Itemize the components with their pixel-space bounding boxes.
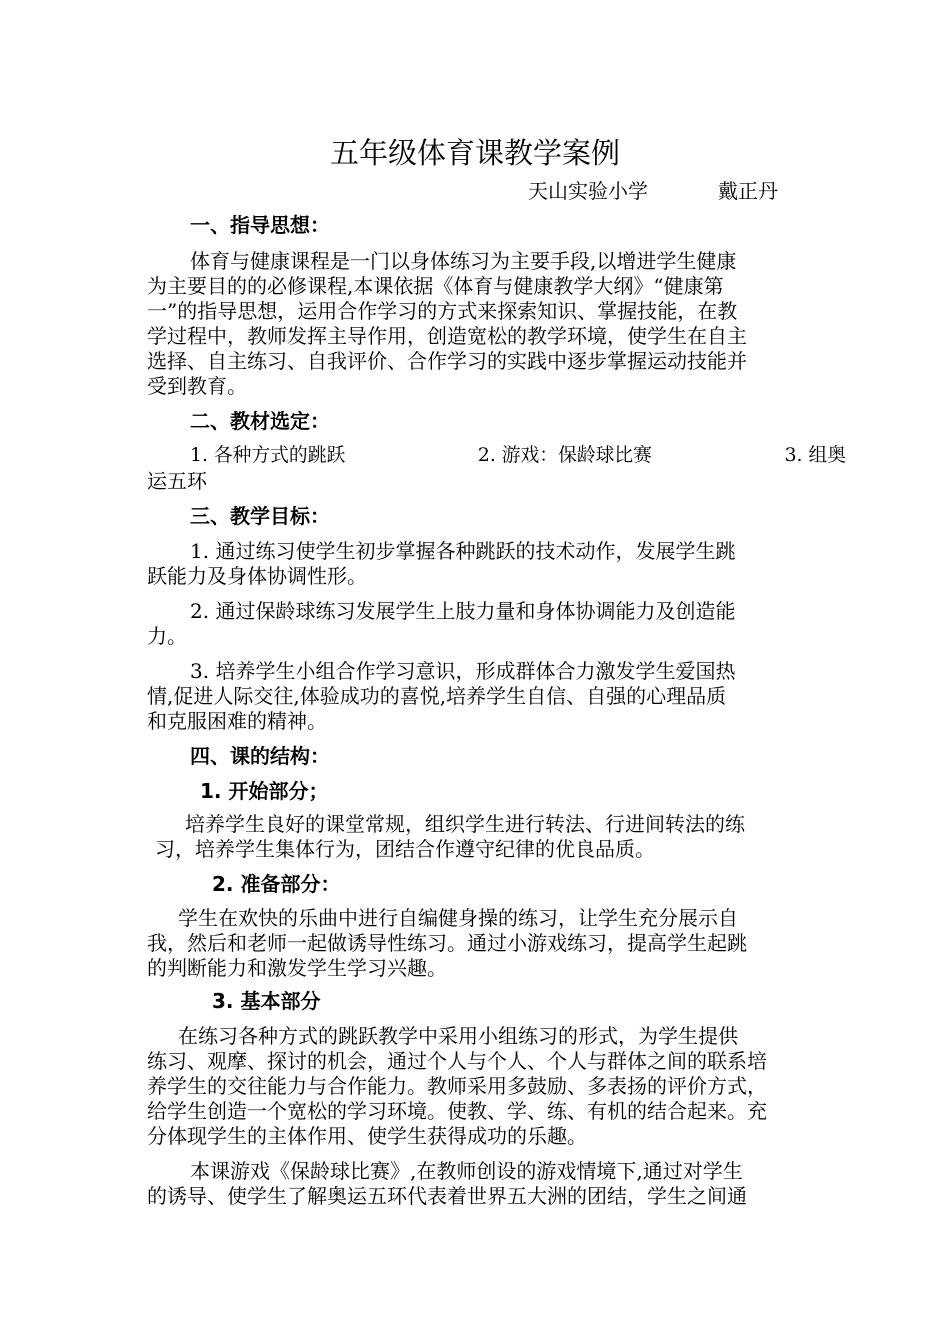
material-item: 3. 组奥: [784, 445, 846, 466]
paragraph-line: 体育与健康课程是一门以身体练习为主要手段,以增进学生健康: [190, 249, 737, 273]
heading-structure: 四、课的结构：: [190, 744, 330, 768]
paragraph-line: 本课游戏《保龄球比赛》,在教师创设的游戏情境下,通过对学生: [190, 1159, 743, 1183]
material-item: 2. 游戏：保龄球比赛: [477, 445, 652, 466]
paragraph-line: 运五环: [147, 469, 207, 493]
paragraph-line: 在练习各种方式的跳跃教学中采用小组练习的形式，为学生提供: [178, 1024, 738, 1048]
goal-line: 跃能力及身体协调性形。: [147, 564, 367, 588]
goal-line: 和克服困难的精神。: [147, 709, 327, 733]
paragraph-line: 学过程中，教师发挥主导作用，创造宽松的教学环境，使学生在自主: [147, 324, 747, 348]
paragraph-line: 习，培养学生集体行为，团结合作遵守纪律的优良品质。: [155, 837, 655, 861]
paragraph-line: 受到教育。: [147, 374, 247, 398]
paragraph-line: 我，然后和老师一起做诱导性练习。通过小游戏练习，提高学生起跳: [147, 931, 747, 955]
paragraph-line: 选择、自主练习、自我评价、合作学习的实践中逐步掌握运动技能并: [147, 349, 747, 373]
materials-list: [190, 440, 846, 467]
subheading-prep: 2. 准备部分：: [212, 872, 341, 896]
subheading-start: 1. 开始部分；: [200, 779, 329, 803]
paragraph-line: 培养学生良好的课堂常规，组织学生进行转法、行进间转法的练: [185, 812, 745, 836]
material-item: 1. 各种方式的跳跃: [190, 445, 346, 466]
goal-line: 1. 通过练习使学生初步掌握各种跳跃的技术动作，发展学生跳: [190, 539, 736, 563]
paragraph-line: 一”的指导思想，运用合作学习的方式来探索知识、掌握技能，在教: [147, 299, 738, 323]
paragraph-line: 练习、观摩、探讨的机会，通过个人与个人、个人与群体之间的联系培: [147, 1049, 767, 1073]
heading-materials: 二、教材选定：: [190, 409, 330, 433]
heading-guiding-idea: 一、指导思想：: [190, 213, 330, 237]
paragraph-line: 为主要目的的必修课程,本课依据《体育与健康教学大纲》“健康第: [147, 274, 724, 298]
school-name: 天山实验小学: [528, 179, 648, 203]
paragraph-line: 养学生的交往能力与合作能力。教师采用多鼓励、多表扬的评价方式，: [147, 1074, 767, 1098]
goal-line: 力。: [147, 624, 187, 648]
paragraph-line: 的判断能力和激发学生学习兴趣。: [147, 956, 447, 980]
author-name: 戴正丹: [718, 179, 778, 203]
goal-line: 情,促进人际交往,体验成功的喜悦,培养学生自信、自强的心理品质: [147, 684, 727, 708]
page-title: 五年级体育课教学案例: [329, 136, 620, 170]
subheading-basic: 3. 基本部分: [212, 989, 321, 1013]
paragraph-line: 分体现学生的主体作用、使学生获得成功的乐趣。: [147, 1124, 587, 1148]
goal-line: 3. 培养学生小组合作学习意识，形成群体合力激发学生爱国热: [190, 659, 736, 683]
paragraph-line: 给学生创造一个宽松的学习环境。使教、学、练、有机的结合起来。充: [147, 1099, 767, 1123]
heading-goals: 三、教学目标：: [190, 504, 330, 528]
paragraph-line: 的诱导、使学生了解奥运五环代表着世界五大洲的团结，学生之间通: [147, 1184, 747, 1208]
paragraph-line: 学生在欢快的乐曲中进行自编健身操的练习，让学生充分展示自: [178, 906, 738, 930]
goal-line: 2. 通过保龄球练习发展学生上肢力量和身体协调能力及创造能: [190, 599, 736, 623]
